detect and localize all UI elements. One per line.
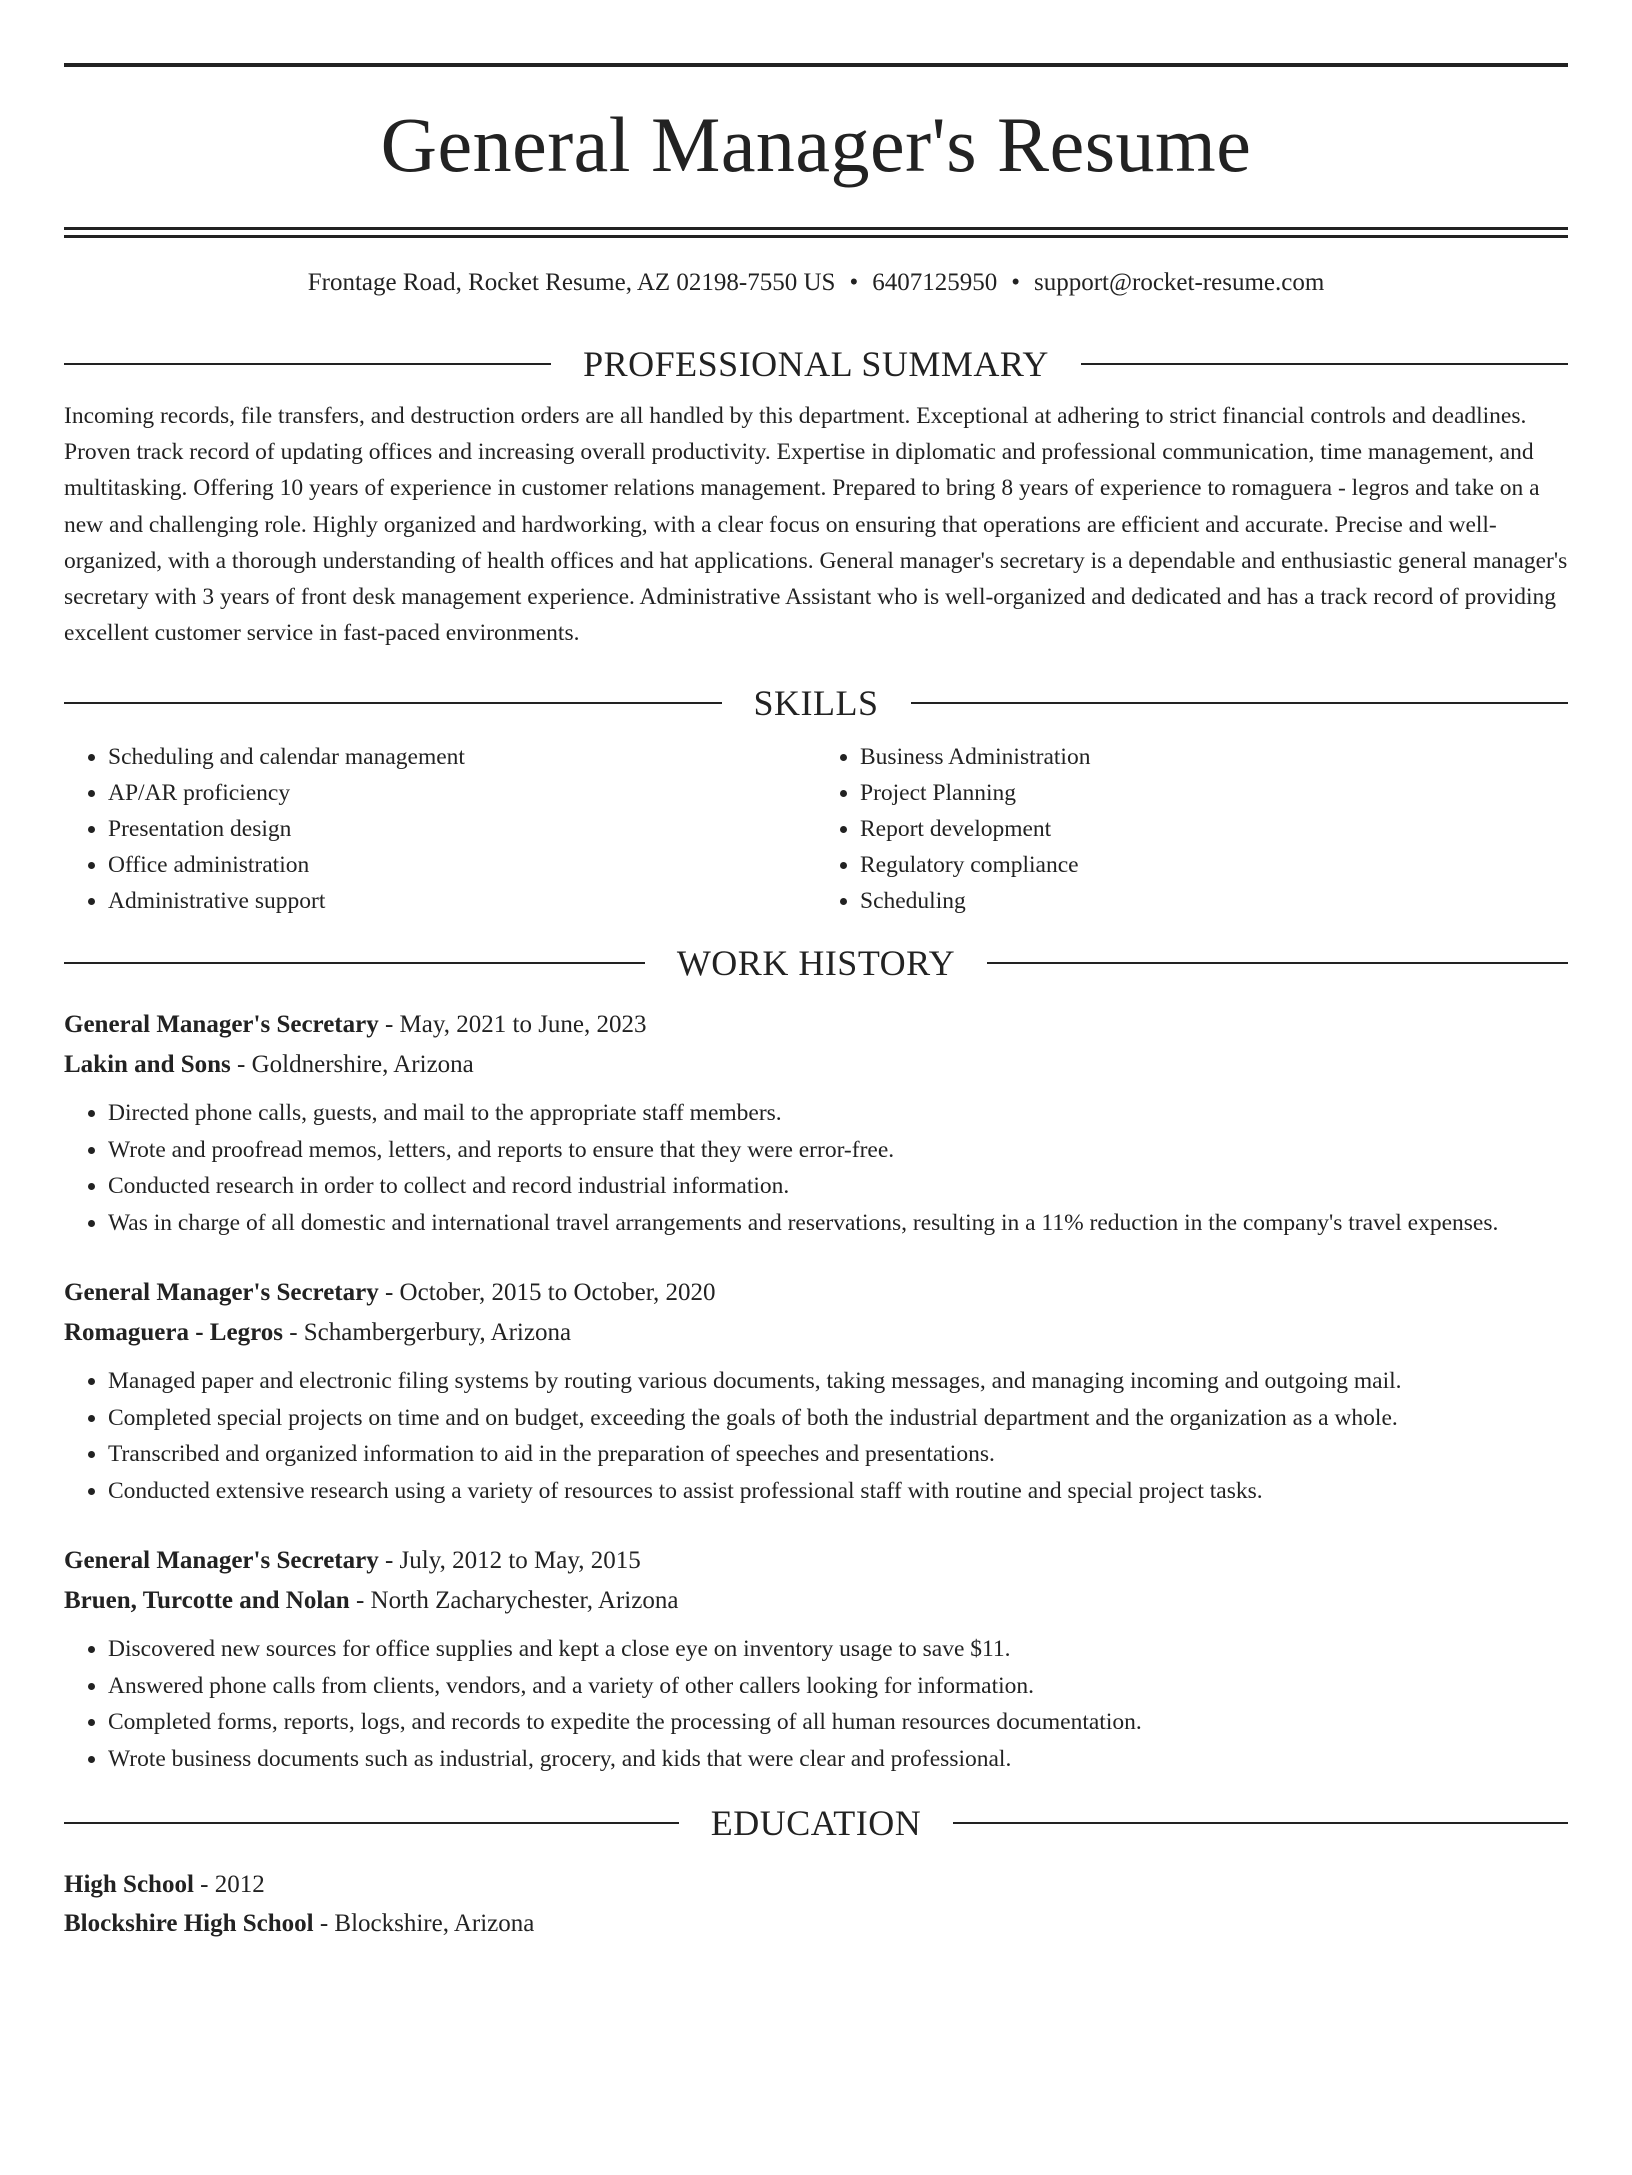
job-bullets (64, 1631, 1568, 1777)
heading-rule (64, 1822, 679, 1824)
job-entry (64, 1273, 1568, 1509)
job-location: - Goldnershire, Arizona (230, 1051, 474, 1079)
resume-page (0, 63, 1632, 2175)
job-bullets (64, 1363, 1568, 1509)
job-location: - North Zacharychester, Arizona (349, 1587, 679, 1615)
heading-rule (911, 702, 1569, 704)
skill-item: • Office administration (108, 847, 816, 883)
contact-separator: • (849, 269, 859, 296)
skill-item: • Scheduling and calendar management (108, 739, 816, 775)
section-title-education: EDUCATION (710, 1803, 922, 1844)
skill-item: • Administrative support (108, 883, 816, 919)
skill-item: • AP/AR proficiency (108, 775, 816, 811)
job-company: Lakin and Sons (64, 1051, 231, 1079)
education-degree-line (64, 1865, 1568, 1905)
job-dates: - July, 2012 to May, 2015 (378, 1547, 641, 1575)
job-bullet: • Managed paper and electronic filing systems by routing various documents, taking messages, and managing incoming and outgoing mail. (108, 1363, 1568, 1400)
education-degree: High School (64, 1871, 194, 1899)
section-title-work: WORK HISTORY (676, 943, 956, 984)
education-school-line (64, 1905, 1568, 1943)
job-bullet: • Wrote business documents such as industrial, grocery, and kids that were clear and professional. (108, 1741, 1568, 1778)
job-bullet: • Conducted extensive research using a variety of resources to assist professional staff with routine and special project tasks. (108, 1473, 1568, 1510)
job-bullet: • Was in charge of all domestic and international travel arrangements and reservations, resulting in a 11% reduction in the company's travel expenses. (108, 1205, 1568, 1242)
heading-rule (953, 1822, 1568, 1824)
heading-rule (64, 363, 551, 365)
contact-phone: 6407125950 (872, 269, 998, 296)
section-title-summary: PROFESSIONAL SUMMARY (583, 344, 1049, 384)
job-company: Bruen, Turcotte and Nolan (64, 1587, 350, 1615)
skill-item: • Report development (860, 811, 1568, 847)
contact-email: support@rocket-resume.com (1033, 269, 1325, 296)
section-heading-skills (64, 681, 1568, 725)
job-title-line (64, 1005, 1568, 1045)
title-double-rule (64, 227, 1568, 238)
job-company: Romaguera - Legros (64, 1319, 283, 1347)
section-title-skills: SKILLS (753, 683, 879, 724)
heading-rule (1081, 363, 1568, 365)
education-school: Blockshire High School (64, 1910, 314, 1938)
job-bullets (64, 1095, 1568, 1241)
skills-list (64, 739, 1568, 919)
job-entry (64, 1541, 1568, 1777)
contact-address: Frontage Road, Rocket Resume, AZ 02198-7550 US (307, 269, 836, 296)
job-dates: - October, 2015 to October, 2020 (378, 1279, 716, 1307)
job-company-line (64, 1581, 1568, 1621)
heading-rule (987, 962, 1568, 964)
section-heading-work (64, 941, 1568, 985)
job-title: General Manager's Secretary (64, 1011, 379, 1039)
job-title: General Manager's Secretary (64, 1547, 379, 1575)
skill-item: • Scheduling (860, 883, 1568, 919)
job-bullet: • Discovered new sources for office supplies and kept a close eye on inventory usage to save $11. (108, 1631, 1568, 1668)
job-company-line (64, 1313, 1568, 1353)
job-bullet: • Wrote and proofread memos, letters, and reports to ensure that they were error-free. (108, 1132, 1568, 1169)
job-bullet: • Directed phone calls, guests, and mail to the appropriate staff members. (108, 1095, 1568, 1132)
skill-item: • Business Administration (860, 739, 1568, 775)
job-title-line (64, 1273, 1568, 1313)
skills-column-left (64, 739, 816, 919)
summary-paragraph: Incoming records, file transfers, and destruction orders are all handled by this department. Exceptional at adhering to strict financial controls and deadlines. Proven track record of updating offices and increasing overall productivity. Expertise in diplomatic and professional communication, time management, and multitasking. Offering 10 years of experience in customer relations management. Prepared to bring 8 years of experience to romaguera - legros and take on a new and challenging role. Highly organized and hardworking, with a clear focus on ensuring that operations are efficient and accurate. Precise and well-organized, with a thorough understanding of health offices and hat applications. General manager's secretary is a dependable and enthusiastic general manager's secretary with 3 years of front desk management experience. Administrative Assistant who is well-organized and dedicated and has a track record of providing excellent customer service in fast-paced environments. (64, 403, 1568, 647)
heading-rule (64, 702, 722, 704)
job-bullet: • Transcribed and organized information to aid in the preparation of speeches and presentations. (108, 1436, 1568, 1473)
job-dates: - May, 2021 to June, 2023 (378, 1011, 647, 1039)
skills-column-right (816, 739, 1568, 919)
education-year: - 2012 (193, 1871, 265, 1899)
job-title-line (64, 1541, 1568, 1581)
top-rule (64, 63, 1568, 67)
section-heading-summary (64, 342, 1568, 386)
skill-item: • Presentation design (108, 811, 816, 847)
education-entry (64, 1865, 1568, 1943)
resume-title: General Manager's Resume (380, 101, 1252, 188)
skill-item: • Regulatory compliance (860, 847, 1568, 883)
skill-item: • Project Planning (860, 775, 1568, 811)
contact-line (64, 266, 1568, 300)
job-bullet: • Answered phone calls from clients, vendors, and a variety of other callers looking for information. (108, 1668, 1568, 1705)
job-entry (64, 1005, 1568, 1241)
job-bullet: • Completed forms, reports, logs, and records to expedite the processing of all human resources documentation. (108, 1704, 1568, 1741)
job-company-line (64, 1045, 1568, 1085)
heading-rule (64, 962, 645, 964)
job-location: - Schambergerbury, Arizona (282, 1319, 572, 1347)
education-location: - Blockshire, Arizona (313, 1910, 535, 1938)
job-title: General Manager's Secretary (64, 1279, 379, 1307)
section-heading-education (64, 1801, 1568, 1845)
contact-separator: • (1011, 269, 1020, 296)
job-bullet: • Conducted research in order to collect and record industrial information. (108, 1168, 1568, 1205)
job-bullet: • Completed special projects on time and on budget, exceeding the goals of both the industrial department and the organization as a whole. (108, 1400, 1568, 1437)
